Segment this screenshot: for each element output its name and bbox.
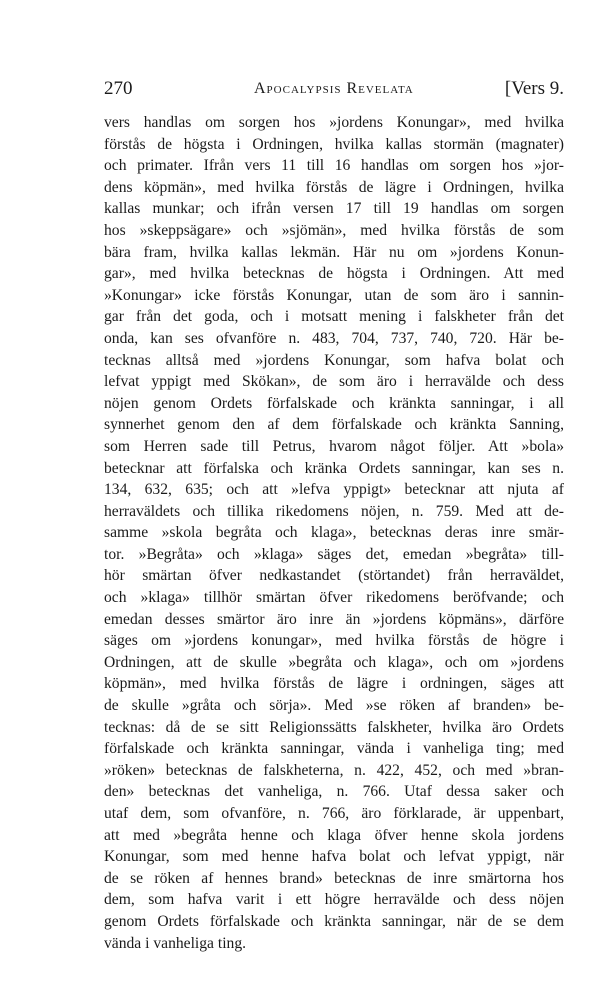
text-line: Konungar, som med henne hafva bolat och lefvat yppigt, när (104, 848, 564, 866)
text-line: köpmän», med hvilka förstås de lägre i ordningen, säges att (104, 675, 564, 693)
text-line: lefvat yppigt med Skökan», de som äro i herravälde och dess (104, 373, 564, 391)
text-line: samme »skola begråta och klaga», betecknas deras inre smär- (104, 524, 564, 542)
text-line: genom Ordets förfalskade och kränkta sanningar, när de se dem (104, 912, 564, 930)
text-line: utaf dem, som ofvanföre, n. 766, äro förklarade, är uppenbart, (104, 805, 564, 822)
text-line: att med »begråta henne och klaga öfver henne skola jordens (104, 826, 564, 844)
text-line: den» betecknas det vanheliga, n. 766. Utaf dessa saker och (104, 783, 564, 801)
text-line: och primater. Ifrån vers 11 till 16 handlas om sorgen hos »jor- (104, 157, 564, 175)
running-header (104, 78, 564, 102)
text-line: tor. »Begråta» och »klaga» säges det, emedan »begråta» till- (104, 545, 564, 563)
text-line: onda, kan ses ofvanföre n. 483, 704, 737, 740, 720. Här be- (104, 329, 564, 347)
text-line: dem, som hafva varit i ett högre herravälde och dess nöjen (104, 891, 564, 909)
text-line: gar», med hvilka betecknas de högsta i Ordningen. Att med (104, 265, 564, 283)
text-line: synnerhet genom den af dem förfalskade och kränkta Sanning, (104, 416, 564, 434)
text-line: »Konungar» icke förstås Konungar, utan de som äro i sannin- (104, 286, 564, 304)
text-line: vända i vanheliga ting. (104, 934, 247, 952)
text-line: 134, 632, 635; och att »lefva yppigt» betecknar att njuta af (104, 481, 564, 499)
text-line: Ordningen, att de skulle »begråta och klaga», och om »jordens (104, 653, 564, 671)
text-line: »röken» betecknas de falskheterna, n. 422, 452, och med »bran- (104, 761, 564, 779)
text-line: säges om »jordens konungar», med hvilka förstås de högre i (104, 632, 564, 650)
text-line: de skulle »gråta och sörja». Med »se röken af branden» be- (104, 697, 564, 715)
text-line: tecknas: då de se sitt Religionssätts falskheter, hvilka äro Ordets (104, 718, 564, 736)
text-line: hos »skeppsägare» och »sjömän», med hvilka förstås de som (104, 221, 564, 239)
text-line: gar från det goda, och i motsatt mening i falskheter från det (104, 308, 564, 326)
text-line: förstås de högsta i Ordningen, hvilka kallas stormän (magnater) (104, 135, 564, 153)
text-line: hör smärtan öfver nedkastandet (störtandet) från herraväldet, (104, 567, 564, 585)
text-line: förfalskade och kränkta sanningar, vända i vanheliga ting; med (104, 740, 564, 758)
text-line: emedan desses smärtor äro inre än »jordens köpmäns», därföre (104, 610, 564, 628)
body-text (104, 112, 564, 954)
text-line: nöjen genom Ordets förfalskade och kränkta sanningar, i all (104, 394, 564, 412)
text-line: och »klaga» tillhör smärtan öfver rikedomens beröfvande; och (104, 589, 564, 607)
page-number: 270 (104, 78, 133, 99)
text-line: de se röken af hennes brand» betecknas de inre smärtorna hos (104, 869, 564, 887)
text-line: vers handlas om sorgen hos »jordens Konungar», med hvilka (104, 114, 564, 131)
text-line: kallas munkar; och ifrån versen 17 till 19 handlas om sorgen (104, 200, 564, 218)
verse-reference: [Vers 9. (504, 78, 564, 99)
text-line: dens köpmän», med hvilka förstås de lägre i Ordningen, hvilka (104, 178, 564, 196)
text-line: tecknas alltså med »jordens Konungar, som hafva bolat och (104, 351, 564, 369)
book-title: Apocalypsis Revelata (254, 80, 414, 97)
text-line: betecknar att förfalska och kränka Ordets sanningar, kan ses n. (104, 459, 564, 477)
text-line: som Herren sade till Petrus, hvarom något följer. Att »bola» (104, 437, 564, 455)
text-line: bära fram, hvilka kallas lekmän. Här nu om »jordens Konun- (104, 243, 564, 261)
text-line: herraväldets och tillika rikedomens nöjen, n. 759. Med att de- (104, 502, 564, 520)
